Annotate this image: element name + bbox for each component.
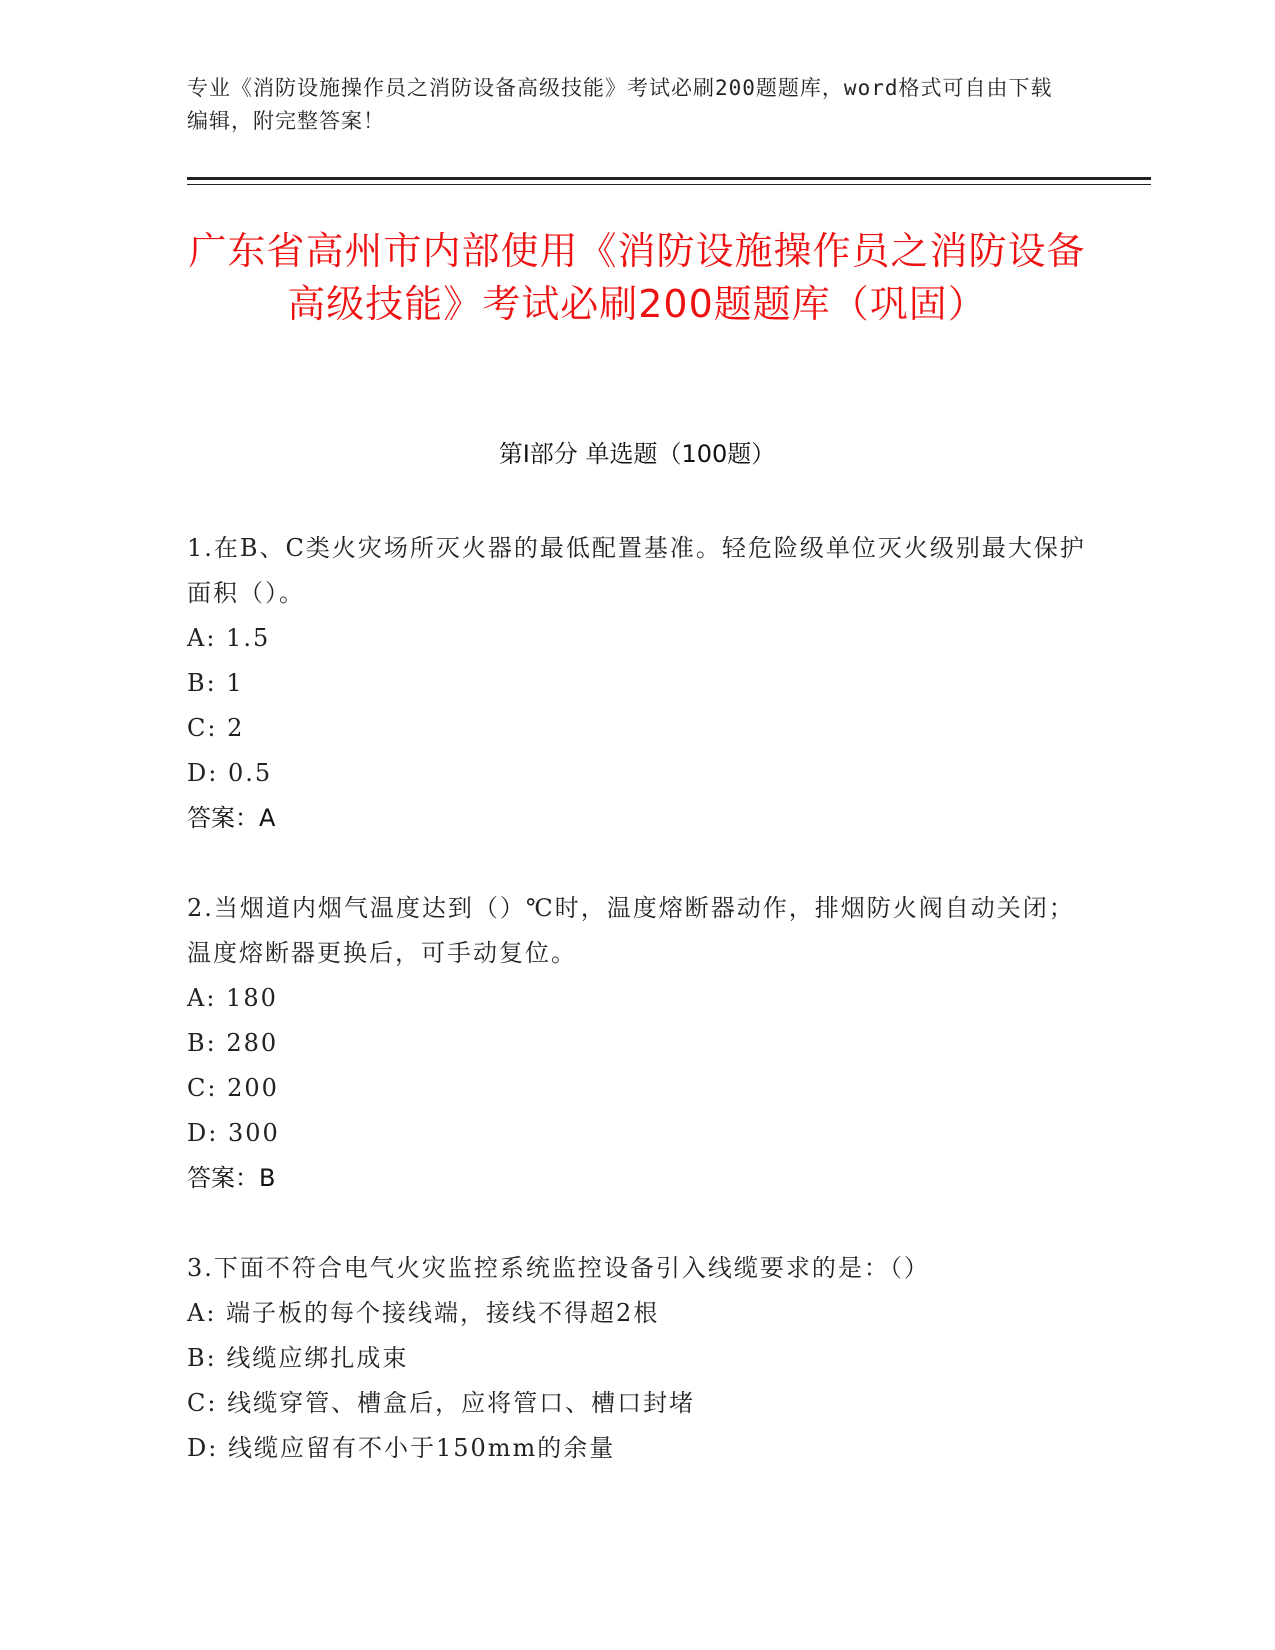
question-text: 3.下面不符合电气火灾监控系统监控设备引入线缆要求的是：（） — [187, 1254, 930, 1282]
option-d: D: 0.5 — [187, 759, 273, 787]
answer: 答案：B — [187, 1164, 276, 1192]
option-d: D: 线缆应留有不小于150mm的余量 — [187, 1434, 616, 1462]
header-divider-thick — [187, 177, 1151, 180]
option-c: C: 200 — [187, 1074, 279, 1102]
question-1 — [187, 526, 1087, 841]
document-title: 广东省高州市内部使用《消防设施操作员之消防设备高级技能》考试必刷200题题库（巩固） — [188, 229, 1086, 326]
option-c: C: 线缆穿管、槽盒后，应将管口、槽口封堵 — [187, 1389, 696, 1417]
question-3 — [187, 1246, 1087, 1471]
header-note: 专业《消防设施操作员之消防设备高级技能》考试必刷200题题库，word格式可自由下载编辑，附完整答案！ — [187, 76, 1053, 133]
option-b: B: 280 — [187, 1029, 279, 1057]
question-text: 1.在B、C类火灾场所灭火器的最低配置基准。轻危险级单位灭火级别最大保护面积（）。 — [187, 534, 1086, 607]
section-title: 第I部分 单选题（100题） — [498, 440, 776, 468]
option-a: A: 180 — [187, 984, 278, 1012]
question-2 — [187, 886, 1087, 1201]
option-b: B: 线缆应绑扎成束 — [187, 1344, 409, 1372]
option-a: A: 1.5 — [187, 624, 271, 652]
header-divider-thin — [187, 184, 1151, 185]
option-b: B: 1 — [187, 669, 244, 697]
option-c: C: 2 — [187, 714, 245, 742]
option-a: A: 端子板的每个接线端，接线不得超2根 — [187, 1299, 660, 1327]
answer: 答案：A — [187, 804, 276, 832]
option-d: D: 300 — [187, 1119, 280, 1147]
question-text: 2.当烟道内烟气温度达到（）℃时，温度熔断器动作，排烟防火阀自动关闭；温度熔断器更换后，可手动复位。 — [187, 894, 1075, 967]
question-list — [187, 526, 1087, 1516]
